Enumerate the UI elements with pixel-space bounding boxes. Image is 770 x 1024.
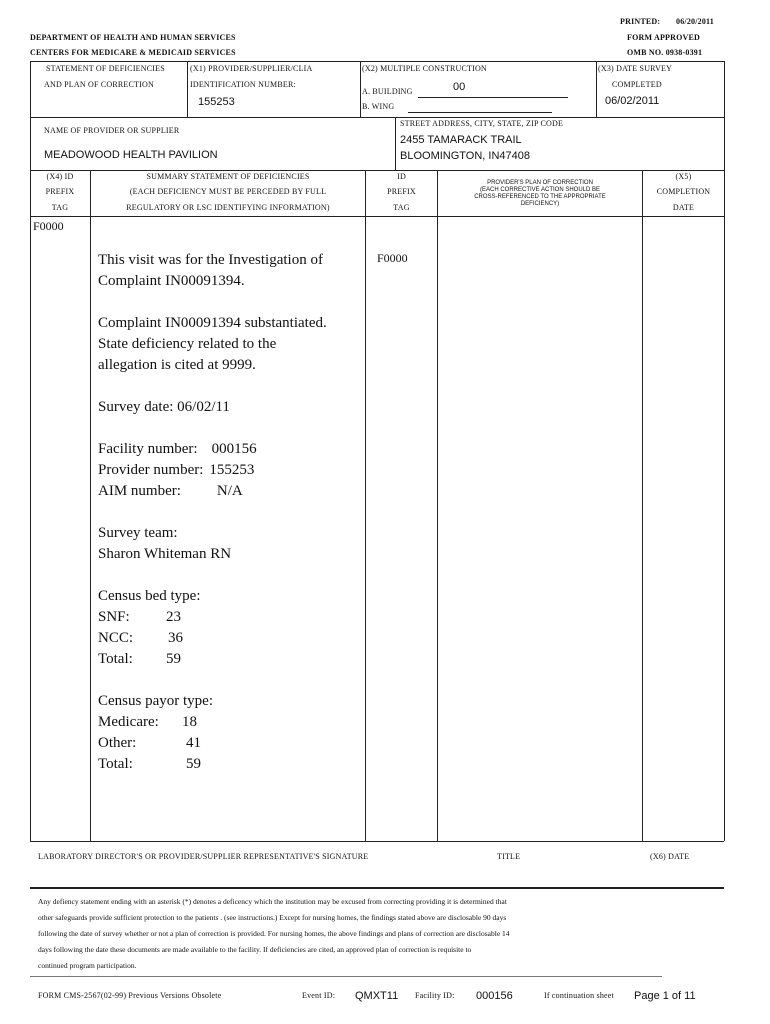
right-prefix-tag: F0000 [377, 251, 408, 265]
deficiency-summary [98, 250, 338, 796]
column-divider [642, 170, 643, 841]
form-number: FORM CMS-2567(02-99) Previous Versions Obsolete [38, 991, 222, 1000]
wing-label: B. WING [362, 102, 395, 111]
director-signature-label: LABORATORY DIRECTOR'S OR PROVIDER/SUPPLIER REPRESENTATIVE'S SIGNATURE [38, 852, 369, 861]
notice-line: days following the date these documents are made available to the facility. If deficiencies are cited, an approved plan of correction is requisite to [38, 945, 472, 954]
column-divider [90, 170, 91, 841]
provider-number-value: 155253 [209, 462, 255, 478]
census-payor-block [98, 691, 338, 775]
provider-number-label: Provider number: [98, 462, 204, 478]
event-id-label: Event ID: [302, 991, 336, 1000]
building-value: 00 [453, 81, 466, 93]
survey-date: Survey date: 06/02/11 [98, 399, 230, 415]
wing-underline [408, 112, 552, 113]
completion-date-label: DATE [672, 203, 695, 212]
medicare-value: 18 [182, 714, 197, 730]
column-divider [437, 170, 438, 841]
id-prefix-label: PREFIX [387, 187, 416, 196]
plan-of-correction-sub: CROSS-REFERENCED TO THE APPROPRIATE [474, 194, 606, 200]
other-value: 41 [186, 735, 201, 751]
divider [30, 976, 662, 977]
facility-block [98, 439, 338, 502]
census-bed-block [98, 586, 338, 670]
divider [30, 887, 724, 889]
x4-prefix-label: PREFIX [45, 187, 75, 196]
statement-label: STATEMENT OF DEFICIENCIES [46, 64, 165, 73]
completion-label: COMPLETION [656, 187, 711, 196]
divider [596, 61, 597, 117]
left-prefix-tag: F0000 [33, 219, 64, 233]
aim-number-label: AIM number: [98, 483, 181, 499]
divider [395, 117, 396, 170]
notice-line: other safeguards provide sufficient protection to the patients . (see instructions.) Except for nursing homes, the findings stated above are disclosable 90 days [38, 913, 507, 922]
provider-name-value: MEADOWOOD HEALTH PAVILION [44, 149, 218, 161]
id-label: ID [397, 172, 406, 181]
facility-number-value: 000156 [211, 441, 257, 457]
building-underline [418, 97, 568, 98]
address-line-2: BLOOMINGTON, IN47408 [400, 150, 531, 162]
address-line-1: 2455 TAMARACK TRAIL [400, 134, 522, 146]
date-survey-label: (X3) DATE SURVEY [598, 64, 673, 73]
facility-number-label: Facility number: [98, 441, 198, 457]
x4-tag-label: TAG [51, 203, 69, 212]
notice-line: Any defiency statement ending with an asterisk (*) denotes a deficency which the institution may be excused from correcting providing it is determined that [38, 897, 507, 906]
identification-label: IDENTIFICATION NUMBER: [190, 80, 296, 89]
form-approved: FORM APPROVED [627, 33, 701, 42]
plan-of-correction-sub: (EACH CORRECTIVE ACTION SHOULD BE [479, 187, 601, 193]
notice-line: following the date of survey whether or not a plan of correction is provided. For nursing homes, the above findings and plans of correction are disclosable 14 [38, 929, 510, 938]
snf-label: SNF: [98, 609, 130, 625]
disclosure-notice [38, 894, 718, 974]
divider [360, 61, 361, 117]
plan-of-correction-label: PROVIDER'S PLAN OF CORRECTION [487, 180, 593, 186]
address-label: STREET ADDRESS, CITY, STATE, ZIP CODE [400, 119, 564, 128]
completed-label: COMPLETED [612, 80, 662, 89]
column-divider [365, 170, 366, 841]
x5-label: (X5) [675, 172, 692, 181]
snf-value: 23 [166, 609, 181, 625]
payor-total-label: Total: [98, 756, 133, 772]
divider [30, 170, 724, 171]
payor-total-value: 59 [186, 756, 201, 772]
divider [30, 216, 724, 217]
provider-id-value: 155253 [198, 96, 235, 108]
summary-sub-label: REGULATORY OR LSC IDENTIFYING INFORMATION) [126, 203, 330, 212]
aim-number-value: N/A [216, 483, 243, 499]
census-payor-label: Census payor type: [98, 693, 213, 709]
other-label: Other: [98, 735, 137, 751]
x6-date-label: (X6) DATE [650, 852, 690, 861]
complaint-paragraph: Complaint IN00091394 substantiated. State deficiency related to the allegation is cited at 9999. [98, 315, 327, 373]
omb-number: OMB NO. 0938-0391 [627, 48, 703, 57]
page-number: Page 1 of 11 [634, 990, 696, 1002]
summary-sub-label: (EACH DEFICIENCY MUST BE PERCEDED BY FULL [129, 187, 327, 196]
divider [30, 117, 724, 118]
printed-label: PRINTED: [620, 17, 661, 26]
department-name: DEPARTMENT OF HEALTH AND HUMAN SERVICES [30, 33, 236, 42]
ncc-label: NCC: [98, 630, 134, 646]
divider [30, 841, 724, 842]
survey-team-label: Survey team: [98, 525, 178, 541]
title-label: TITLE [497, 852, 521, 861]
date-survey-value: 06/02/2011 [605, 95, 660, 107]
summary-label: SUMMARY STATEMENT OF DEFICIENCIES [146, 172, 310, 181]
printed-date: 06/20/2011 [676, 17, 715, 26]
ncc-value: 36 [168, 630, 183, 646]
multiple-construction-label: (X2) MULTIPLE CONSTRUCTION [362, 64, 487, 73]
centers-name: CENTERS FOR MEDICARE & MEDICAID SERVICES [30, 48, 236, 57]
survey-team-block [98, 523, 338, 565]
survey-team-member: Sharon Whiteman RN [98, 546, 232, 562]
continuation-label: If continuation sheet [544, 991, 614, 1000]
form-right-border [724, 61, 725, 841]
x4-id-label: (X4) ID [46, 172, 74, 181]
facility-id-value: 000156 [476, 990, 513, 1002]
census-bed-label: Census bed type: [98, 588, 201, 604]
divider [187, 61, 188, 117]
form-top-border [30, 61, 724, 62]
facility-id-label: Facility ID: [415, 991, 455, 1000]
medicare-label: Medicare: [98, 714, 159, 730]
notice-line: continued program participation. [38, 961, 137, 970]
id-tag-label: TAG [393, 203, 410, 212]
provider-id-label: (X1) PROVIDER/SUPPLIER/CLIA [190, 64, 313, 73]
event-id-value: QMXT11 [355, 990, 399, 1002]
bed-total-value: 59 [166, 651, 181, 667]
plan-label: AND PLAN OF CORRECTION [44, 80, 154, 89]
building-label: A. BUILDING [362, 87, 413, 96]
visit-paragraph: This visit was for the Investigation of Complaint IN00091394. [98, 252, 323, 289]
plan-of-correction-sub: DEFICIENCY) [520, 201, 560, 207]
provider-name-label: NAME OF PROVIDER OR SUPPLIER [44, 126, 180, 135]
bed-total-label: Total: [98, 651, 133, 667]
